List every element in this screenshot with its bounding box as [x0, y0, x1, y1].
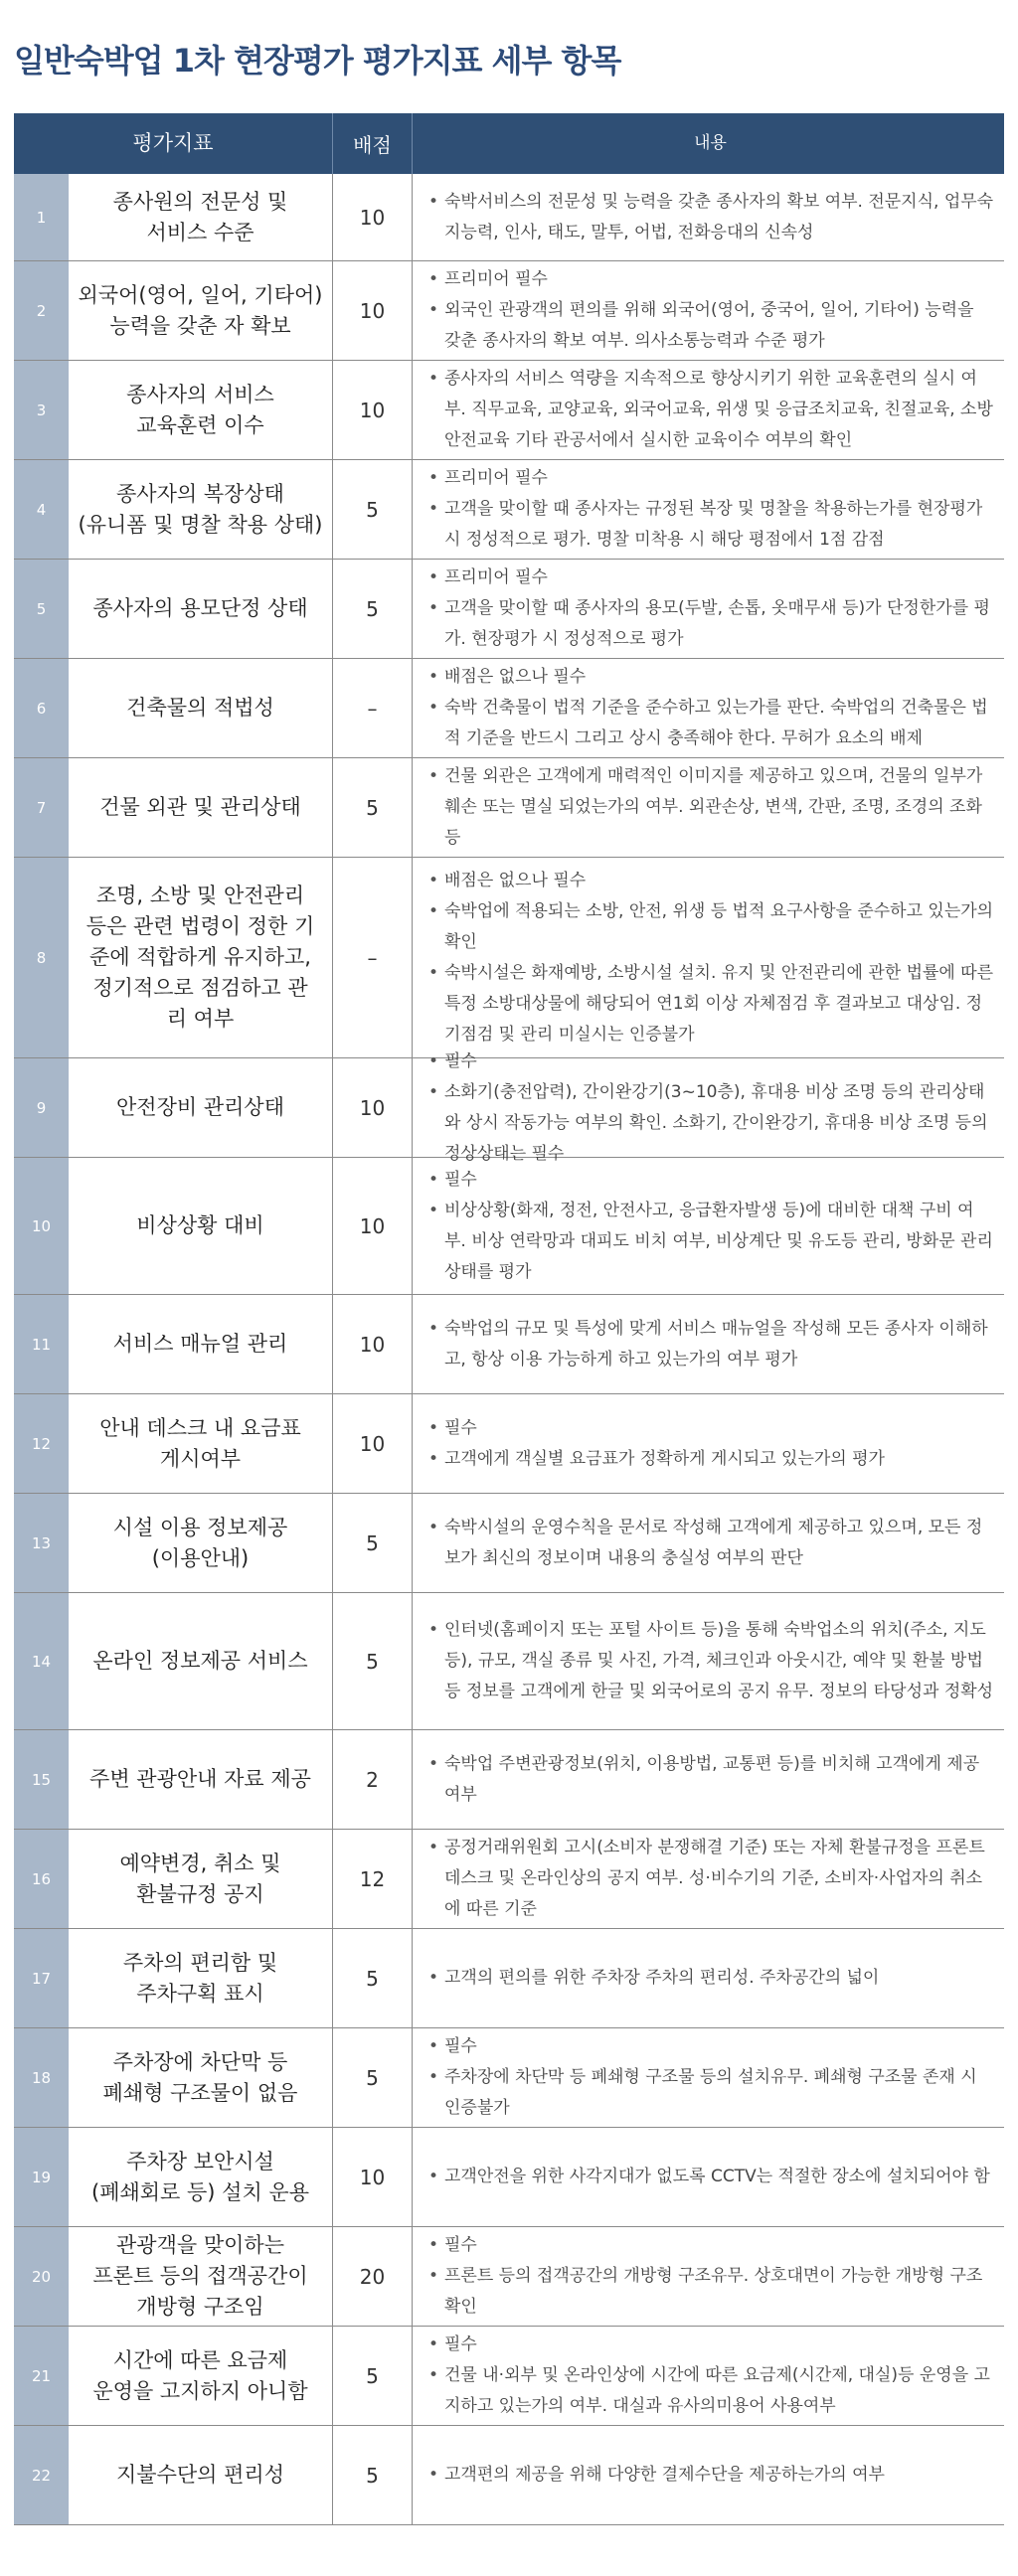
criteria-name: 종사원의 전문성 및 서비스 수준: [69, 174, 333, 260]
criteria-name: 안내 데스크 내 요금표 게시여부: [69, 1394, 333, 1493]
row-number: 4: [14, 460, 69, 559]
criteria-content: [413, 659, 1004, 757]
row-number: 17: [14, 1929, 69, 2027]
content-list: [426, 463, 994, 556]
criteria-name: 건물 외관 및 관리상태: [69, 758, 333, 857]
content-list: [426, 2162, 990, 2192]
content-list: [426, 1513, 994, 1574]
content-bullet: • 인터넷(홈페이지 또는 포털 사이트 등)을 통해 숙박업소의 위치(주소, 지도 등), 규모, 객실 종류 및 사진, 가격, 체크인과 아웃시간, 예약 및 환불 방법 등 정보를 고객에게 한글 및 외국어로의 공지 유무. 정보의 타당성과 정확성: [426, 1615, 994, 1707]
content-list: [426, 2330, 994, 2422]
row-number: 10: [14, 1158, 69, 1294]
content-bullet: • 종사자의 서비스 역량을 지속적으로 향상시키기 위한 교육훈련의 실시 여부. 직무교육, 교양교육, 외국어교육, 위생 및 응급조치교육, 친절교육, 소방안전교육 기타 관공서에서 실시한 교육이수 여부의 확인: [426, 364, 994, 456]
row-number: 19: [14, 2128, 69, 2226]
table-row: [14, 1158, 1004, 1295]
content-bullet: • 주차장에 차단막 등 폐쇄형 구조물 등의 설치유무. 폐쇄형 구조물 존재 시 인증불가: [426, 2062, 994, 2124]
content-bullet: • 외국인 관광객의 편의를 위해 외국어(영어, 중국어, 일어, 기타어) 능력을 갖춘 종사자의 확보 여부. 의사소통능력과 수준 평가: [426, 295, 994, 357]
content-bullet: • 비상상황(화재, 정전, 안전사고, 응급환자발생 등)에 대비한 대책 구비 여부. 비상 연락망과 대피도 비치 여부, 비상계단 및 유도등 관리, 방화문 관리상태를 평가: [426, 1196, 994, 1288]
content-list: [426, 1165, 994, 1288]
content-list: [426, 1833, 994, 1925]
criteria-content: [413, 2128, 1004, 2226]
table-row: [14, 2426, 1004, 2525]
criteria-score: 10: [333, 174, 413, 260]
row-number: 6: [14, 659, 69, 757]
criteria-name: 지불수단의 편리성: [69, 2426, 333, 2524]
criteria-score: 10: [333, 1295, 413, 1393]
criteria-score: 5: [333, 758, 413, 857]
criteria-score: 10: [333, 1058, 413, 1157]
content-list: [426, 761, 994, 854]
content-list: [426, 1963, 879, 1994]
table-body: [14, 174, 1004, 2525]
row-number: 12: [14, 1394, 69, 1493]
criteria-score: 10: [333, 261, 413, 360]
criteria-name: 종사자의 서비스 교육훈련 이수: [69, 361, 333, 459]
criteria-score: 10: [333, 1394, 413, 1493]
row-number: 9: [14, 1058, 69, 1157]
content-bullet: • 숙박시설은 화재예방, 소방시설 설치. 유지 및 안전관리에 관한 법률에 따른 특정 소방대상물에 해당되어 연1회 이상 자체점검 후 결과보고 대상임. 정기점검 및 관리 미실시는 인증불가: [426, 958, 994, 1050]
row-number: 2: [14, 261, 69, 360]
criteria-score: 10: [333, 361, 413, 459]
content-list: [426, 2460, 885, 2491]
criteria-name: 주차장 보안시설 (폐쇄회로 등) 설치 운용: [69, 2128, 333, 2226]
content-list: [426, 662, 994, 754]
criteria-content: [413, 1830, 1004, 1928]
table-row: [14, 659, 1004, 758]
table-row: [14, 1830, 1004, 1929]
content-bullet: • 필수: [426, 2330, 994, 2360]
criteria-score: 5: [333, 1929, 413, 2027]
criteria-content: [413, 2028, 1004, 2127]
table-row: [14, 758, 1004, 858]
evaluation-table: [14, 113, 1004, 2525]
criteria-content: [413, 1295, 1004, 1393]
row-number: 21: [14, 2327, 69, 2425]
table-row: [14, 858, 1004, 1058]
criteria-name: 시간에 따른 요금제 운영을 고지하지 아니함: [69, 2327, 333, 2425]
table-row: [14, 460, 1004, 560]
table-header: [14, 113, 1004, 174]
content-bullet: • 프리미어 필수: [426, 563, 994, 593]
criteria-name: 주변 관광안내 자료 제공: [69, 1730, 333, 1829]
criteria-score: 2: [333, 1730, 413, 1829]
table-row: [14, 1494, 1004, 1593]
content-bullet: • 필수: [426, 1165, 994, 1196]
criteria-name: 비상상황 대비: [69, 1158, 333, 1294]
table-row: [14, 1295, 1004, 1394]
content-bullet: • 필수: [426, 2031, 994, 2062]
row-number: 15: [14, 1730, 69, 1829]
content-list: [426, 1615, 994, 1707]
row-number: 8: [14, 858, 69, 1057]
criteria-content: [413, 174, 1004, 260]
criteria-score: 5: [333, 560, 413, 658]
row-number: 13: [14, 1494, 69, 1592]
table-row: [14, 2227, 1004, 2327]
criteria-name: 종사자의 용모단정 상태: [69, 560, 333, 658]
content-bullet: • 고객에게 객실별 요금표가 정확하게 게시되고 있는가의 평가: [426, 1444, 885, 1475]
content-bullet: • 공정거래위원회 고시(소비자 분쟁해결 기준) 또는 자체 환불규정을 프론트 데스크 및 온라인상의 공지 여부. 성·비수기의 기준, 소비자·사업자의 취소에 따른 기준: [426, 1833, 994, 1925]
criteria-score: 5: [333, 1593, 413, 1729]
content-bullet: • 고객을 맞이할 때 종사자의 용모(두발, 손톱, 옷매무새 등)가 단정한가를 평가. 현장평가 시 정성적으로 평가: [426, 593, 994, 655]
content-bullet: • 고객의 편의를 위한 주차장 주차의 편리성. 주차공간의 넓이: [426, 1963, 879, 1994]
table-row: [14, 1929, 1004, 2028]
criteria-score: 5: [333, 2327, 413, 2425]
criteria-name: 주차장에 차단막 등 폐쇄형 구조물이 없음: [69, 2028, 333, 2127]
criteria-content: [413, 758, 1004, 857]
content-bullet: • 배점은 없으나 필수: [426, 662, 994, 693]
table-row: [14, 2327, 1004, 2426]
table-row: [14, 174, 1004, 261]
criteria-score: 5: [333, 1494, 413, 1592]
criteria-name: 외국어(영어, 일어, 기타어) 능력을 갖춘 자 확보: [69, 261, 333, 360]
table-row: [14, 1394, 1004, 1494]
row-number: 7: [14, 758, 69, 857]
content-bullet: • 배점은 없으나 필수: [426, 866, 994, 896]
criteria-score: 5: [333, 2426, 413, 2524]
criteria-name: 예약변경, 취소 및 환불규정 공지: [69, 1830, 333, 1928]
criteria-name: 주차의 편리함 및 주차구획 표시: [69, 1929, 333, 2027]
criteria-score: 5: [333, 2028, 413, 2127]
content-bullet: • 숙박업에 적용되는 소방, 안전, 위생 등 법적 요구사항을 준수하고 있는가의 확인: [426, 896, 994, 958]
criteria-name: 건축물의 적법성: [69, 659, 333, 757]
criteria-name: 시설 이용 정보제공 (이용안내): [69, 1494, 333, 1592]
criteria-content: [413, 1158, 1004, 1294]
content-bullet: • 숙박서비스의 전문성 및 능력을 갖춘 종사자의 확보 여부. 전문지식, 업무숙지능력, 인사, 태도, 말투, 어법, 전화응대의 신속성: [426, 187, 994, 248]
criteria-score: 10: [333, 2128, 413, 2226]
table-row: [14, 1593, 1004, 1730]
criteria-score: 10: [333, 1158, 413, 1294]
content-list: [426, 1749, 994, 1811]
row-number: 5: [14, 560, 69, 658]
content-list: [426, 1413, 885, 1475]
content-list: [426, 264, 994, 357]
content-bullet: • 숙박업 주변관광정보(위치, 이용방법, 교통편 등)를 비치해 고객에게 제공 여부: [426, 1749, 994, 1811]
criteria-content: [413, 2327, 1004, 2425]
criteria-score: 5: [333, 460, 413, 559]
content-bullet: • 고객편의 제공을 위해 다양한 결제수단을 제공하는가의 여부: [426, 2460, 885, 2491]
row-number: 16: [14, 1830, 69, 1928]
content-list: [426, 187, 994, 248]
table-row: [14, 560, 1004, 659]
content-list: [426, 364, 994, 456]
criteria-content: [413, 1494, 1004, 1592]
content-bullet: • 건물 내·외부 및 온라인상에 시간에 따른 요금제(시간제, 대실)등 운영을 고지하고 있는가의 여부. 대실과 유사의미용어 사용여부: [426, 2360, 994, 2422]
row-number: 18: [14, 2028, 69, 2127]
content-bullet: • 프론트 등의 접객공간의 개방형 구조유무. 상호대면이 가능한 개방형 구조 확인: [426, 2261, 994, 2323]
table-row: [14, 1730, 1004, 1830]
criteria-content: [413, 1394, 1004, 1493]
row-number: 11: [14, 1295, 69, 1393]
row-number: 20: [14, 2227, 69, 2326]
criteria-name: 관광객을 맞이하는 프론트 등의 접객공간이 개방형 구조임: [69, 2227, 333, 2326]
content-bullet: • 건물 외관은 고객에게 매력적인 이미지를 제공하고 있으며, 건물의 일부가 훼손 또는 멸실 되었는가의 여부. 외관손상, 변색, 간판, 조명, 조경의 조화 등: [426, 761, 994, 854]
content-bullet: • 소화기(충전압력), 간이완강기(3~10층), 휴대용 비상 조명 등의 관리상태와 상시 작동가능 여부의 확인. 소화기, 간이완강기, 휴대용 비상 조명 등의 정상상태는 필수: [426, 1077, 994, 1170]
content-list: [426, 1314, 994, 1375]
criteria-name: 안전장비 관리상태: [69, 1058, 333, 1157]
criteria-content: [413, 1593, 1004, 1729]
table-row: [14, 261, 1004, 361]
header-criteria: 평가지표: [14, 113, 333, 174]
row-number: 14: [14, 1593, 69, 1729]
criteria-content: [413, 858, 1004, 1057]
content-list: [426, 2031, 994, 2124]
content-bullet: • 프리미어 필수: [426, 463, 994, 494]
criteria-content: [413, 361, 1004, 459]
row-number: 1: [14, 174, 69, 260]
content-bullet: • 숙박업의 규모 및 특성에 맞게 서비스 매뉴얼을 작성해 모든 종사자 이해하고, 항상 이용 가능하게 하고 있는가의 여부 평가: [426, 1314, 994, 1375]
row-number: 3: [14, 361, 69, 459]
criteria-content: [413, 1730, 1004, 1829]
content-bullet: • 필수: [426, 1413, 885, 1444]
content-bullet: • 필수: [426, 1046, 994, 1077]
content-bullet: • 필수: [426, 2230, 994, 2261]
criteria-score: –: [333, 858, 413, 1057]
row-number: 22: [14, 2426, 69, 2524]
criteria-content: [413, 1929, 1004, 2027]
content-bullet: • 숙박 건축물이 법적 기준을 준수하고 있는가를 판단. 숙박업의 건축물은 법적 기준을 반드시 그리고 상시 충족해야 한다. 무허가 요소의 배제: [426, 693, 994, 754]
criteria-content: [413, 261, 1004, 360]
criteria-score: –: [333, 659, 413, 757]
table-row: [14, 1050, 1004, 1164]
criteria-content: [413, 460, 1004, 559]
table-row: [14, 361, 1004, 460]
criteria-content: [413, 560, 1004, 658]
criteria-content: [413, 1050, 1004, 1164]
criteria-name: 종사자의 복장상태 (유니폼 및 명찰 착용 상태): [69, 460, 333, 559]
table-row: [14, 2028, 1004, 2128]
criteria-content: [413, 2426, 1004, 2524]
table-row: [14, 2128, 1004, 2227]
content-list: [426, 563, 994, 655]
criteria-content: [413, 2227, 1004, 2326]
content-bullet: • 프리미어 필수: [426, 264, 994, 295]
criteria-score: 20: [333, 2227, 413, 2326]
content-bullet: • 고객안전을 위한 사각지대가 없도록 CCTV는 적절한 장소에 설치되어야 함: [426, 2162, 990, 2192]
criteria-score: 12: [333, 1830, 413, 1928]
header-score: 배점: [333, 113, 413, 174]
header-content: 내용: [694, 133, 727, 153]
content-bullet: • 숙박시설의 운영수칙을 문서로 작성해 고객에게 제공하고 있으며, 모든 정보가 최신의 정보이며 내용의 충실성 여부의 판단: [426, 1513, 994, 1574]
criteria-name: 조명, 소방 및 안전관리 등은 관련 법령이 정한 기 준에 적합하게 유지하고, 정기적으로 점검하고 관 리 여부: [69, 858, 333, 1057]
content-list: [426, 1046, 994, 1170]
content-bullet: • 고객을 맞이할 때 종사자는 규정된 복장 및 명찰을 착용하는가를 현장평가 시 정성적으로 평가. 명찰 미착용 시 해당 평점에서 1점 감점: [426, 494, 994, 556]
page-title: 일반숙박업 1차 현장평가 평가지표 세부 항목: [14, 42, 621, 80]
content-list: [426, 2230, 994, 2323]
criteria-name: 온라인 정보제공 서비스: [69, 1593, 333, 1729]
criteria-name: 서비스 매뉴얼 관리: [69, 1295, 333, 1393]
content-list: [426, 866, 994, 1050]
